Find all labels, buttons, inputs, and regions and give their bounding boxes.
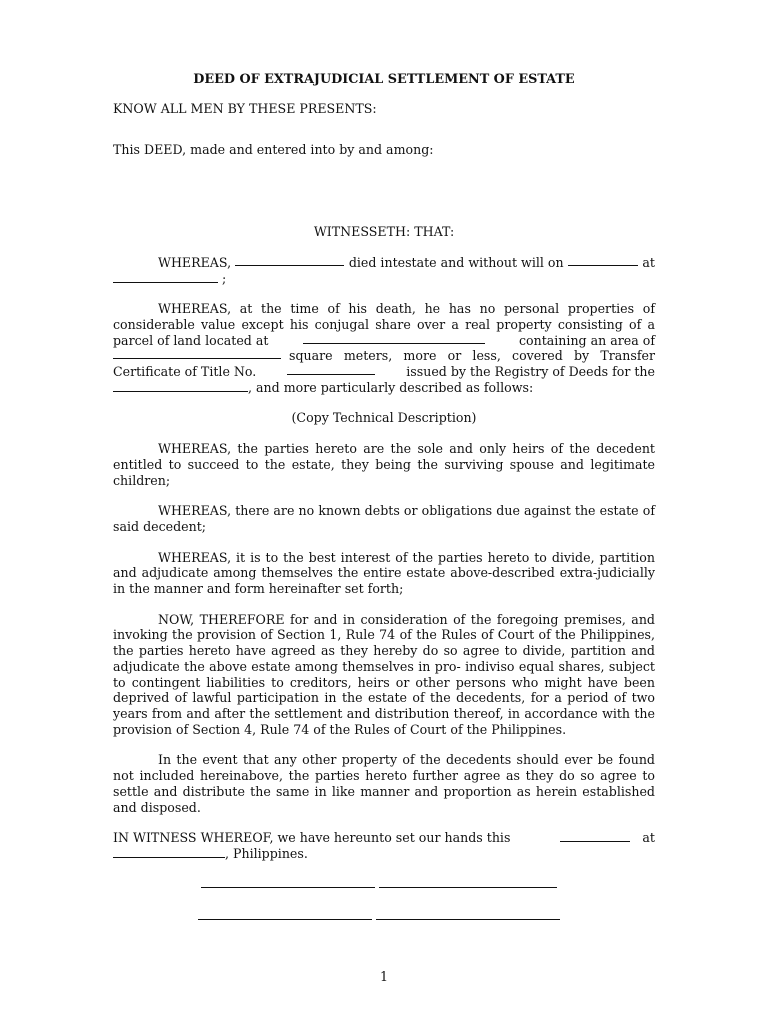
whereas-sole-heirs: WHEREAS, the parties hereto are the sole and only heirs of the decedent entitled to succeed to the estate, they being the surviving spouse and legitimate children; (113, 441, 655, 488)
whereas1-text: died intestate and without will on (348, 254, 564, 270)
in-witness-at: at (642, 830, 655, 846)
registry-place-blank[interactable] (113, 381, 248, 392)
whereas2-line3b: containing an area of (518, 332, 655, 348)
signing-place-blank[interactable] (113, 847, 225, 858)
whereas-no-debts: WHEREAS, there are no known debts or obligations due against the estate of said decedent; (113, 503, 655, 534)
document-page (113, 72, 655, 920)
whereas2-line5a: Certificate of Title No. (113, 364, 257, 380)
whereas2-line1: WHEREAS, at the time of his death, he has no personal properties of (158, 301, 655, 317)
signature-lines (113, 886, 655, 920)
signature-line[interactable] (379, 886, 557, 888)
title-number-blank[interactable] (287, 364, 375, 375)
in-witness-clause (113, 830, 655, 861)
opening-line: This DEED, made and entered into by and among: (113, 142, 434, 158)
whereas-conjugal-share (113, 301, 655, 395)
signing-date-blank[interactable] (560, 831, 630, 842)
signature-line[interactable] (201, 886, 375, 888)
now-therefore-paragraph: NOW, THEREFORE for and in consideration of the foregoing premises, and invoking the provision of Section 1, Rule 74 of the Rules of Court of the Philippines, the parties hereto have agreed as they hereby do so agree to divide, partition and adjudicate the above estate among themselves in pro- indiviso equal shares, subject to contingent liabilities to creditors, heirs or other persons who might have been deprived of lawful participation in the estate of the decedents, for a period of two years from and after the settlement and distribution thereof, in accordance with the provision of Section 4, Rule 74 of the Rules of Court of the Philippines. (113, 611, 655, 737)
land-location-blank[interactable] (303, 333, 485, 344)
decedent-name-blank[interactable] (235, 255, 344, 266)
whereas-died-intestate (113, 255, 655, 286)
death-place-blank[interactable] (113, 272, 218, 283)
in-witness-philippines: , Philippines. (225, 845, 308, 861)
whereas2-line2: considerable value except his conjugal share over a real property consisting of a (113, 316, 655, 332)
in-the-event-paragraph: In the event that any other property of the decedents should ever be found not included hereinabove, the parties hereto further agree as they do so agree to settle and distribute the same in like manner and proportion as herein established and disposed. (113, 752, 655, 815)
whereas2-line4: square meters, more or less, covered by Transfer (289, 348, 655, 364)
signature-line[interactable] (376, 918, 560, 920)
whereas2-line3a: parcel of land located at (113, 332, 269, 348)
death-date-blank[interactable] (568, 255, 638, 266)
whereas1-label: WHEREAS, (158, 254, 232, 270)
whereas-best-interest: WHEREAS, it is to the best interest of the parties hereto to divide, partition and adjudicate among themselves the entire estate above-described extra-judicially in the manner and form hereinafter set forth; (113, 549, 655, 597)
whereas1-at: at (642, 254, 655, 270)
signature-line[interactable] (198, 918, 372, 920)
in-witness-text: IN WITNESS WHEREOF, we have hereunto set our hands this (113, 830, 511, 846)
whereas2-line6: , and more particularly described as follows: (248, 379, 534, 395)
whereas1-semicolon: ; (222, 270, 227, 286)
whereas2-line5b: issued by the Registry of Deeds for the (406, 364, 655, 380)
witnesseth-heading: WITNESSETH: THAT: (313, 224, 455, 240)
land-area-blank[interactable] (113, 348, 281, 359)
page-number: 1 (379, 969, 388, 984)
document-title: DEED OF EXTRAJUDICIAL SETTLEMENT OF ESTATE (193, 72, 575, 87)
technical-description: (Copy Technical Description) (291, 410, 477, 426)
intro-line: KNOW ALL MEN BY THESE PRESENTS: (113, 100, 377, 116)
